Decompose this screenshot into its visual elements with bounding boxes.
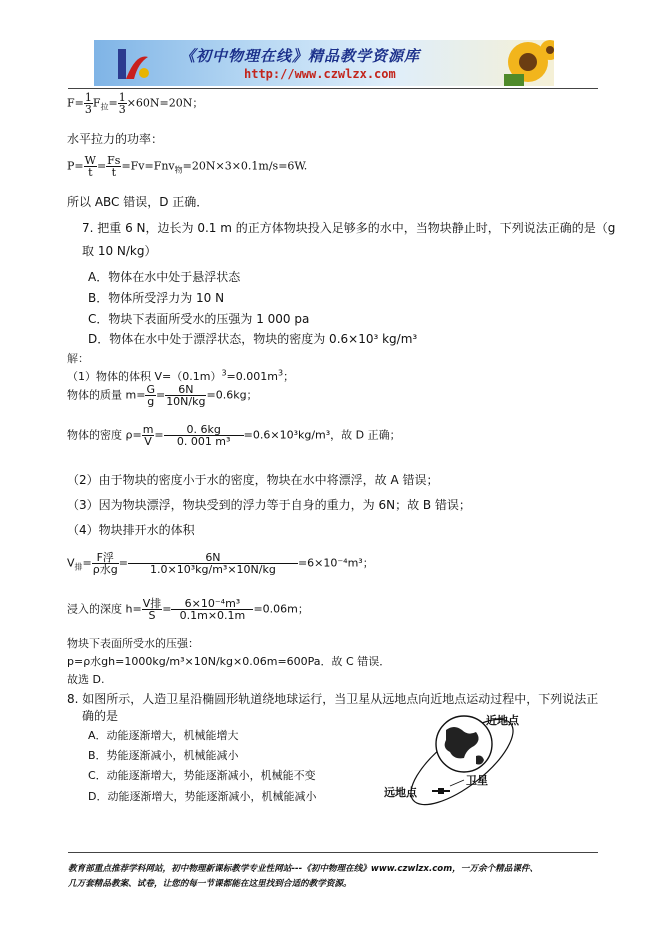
footer-line2: 几万套精品教案、试卷，让您的每一节课都能在这里找到合适的教学资源。 xyxy=(68,879,352,889)
q7-solution-mass: 物体的质量 m= $\frac{G}{g}$ = $\frac{6N}{10N/kg}$ =0.6kg； xyxy=(67,383,258,408)
q8-option-a: A．动能逐渐增大，机械能增大 xyxy=(88,729,239,742)
q7-solution-depth: 浸入的深度 h= $\frac{\text{V排}}{S}$ = $\frac{\text{6×10⁻⁴m³}}{0.1m\times 0.1m}$ =0.06m； xyxy=(67,597,309,622)
satellite-icon xyxy=(432,788,450,794)
q7-solution-step2: （2）由于物块的密度小于水的密度，物块在水中将漂浮，故 A 错误； xyxy=(67,473,439,487)
q7-solution-step4: （4）物块排开水的体积 xyxy=(67,523,195,537)
formula-power: P= $\frac{W}{t}$ = $\frac{Fs}{t}$ =Fv=Fnv$_物$=20N×3×0.1m/s=6W. xyxy=(67,154,308,179)
q7-option-b: B．物体所受浮力为 10 N xyxy=(88,291,225,305)
q8-stem-line1: 8. 如图所示，人造卫星沿椭圆形轨道绕地球运行，当卫星从远地点向近地点运动过程中，下列说法正 xyxy=(67,692,599,706)
q7-option-a: A．物体在水中处于悬浮状态 xyxy=(88,270,241,284)
q7-solution-pressure-label: 物块下表面所受水的压强： xyxy=(67,637,199,650)
q8-stem-line2: 确的是 xyxy=(82,709,119,723)
text-conclusion-6: 所以 ABC 错误，D 正确． xyxy=(67,195,209,209)
text-power-label: 水平拉力的功率： xyxy=(67,132,164,146)
q7-solution-pressure: p=ρ水gh=1000kg/m³×10N/kg×0.06m=600Pa．故 C 错误． xyxy=(67,655,391,668)
label-perigee: 近地点 xyxy=(486,714,519,727)
banner-url[interactable]: http://www.czwlzx.com xyxy=(244,67,396,81)
header-rule xyxy=(68,88,598,89)
banner-title: 《初中物理在线》精品教学资源库 xyxy=(180,47,421,65)
q8-orbit-figure xyxy=(380,706,560,810)
footer-line1: 教育部重点推荐学科网站，初中物理新课标教学专业性网站---《初中物理在线》www.czwlzx.com，一万余个精品课件、 xyxy=(68,864,539,874)
q7-solution-step3: （3）因为物块漂浮，物块受到的浮力等于自身的重力，为 6N；故 B 错误； xyxy=(67,498,471,512)
q7-solution-density: 物体的密度 ρ= $\frac{m}{V}$ = $\frac{0. 6kg}{\text{0. 001 m³}}$ =0.6×10³kg/m³，故 D 正确； xyxy=(67,423,401,448)
q7-stem-line1: 7. 把重 6 N，边长为 0.1 m 的正方体物块投入足够多的水中，当物块静止时，下列说法正确的是（g xyxy=(82,221,616,235)
q7-solution-label: 解： xyxy=(67,352,89,365)
sunflower-icon xyxy=(494,40,554,86)
label-satellite: 卫星 xyxy=(466,774,488,787)
footer-rule xyxy=(68,852,598,853)
q7-solution-volume: $V_排=$ $\frac{\text{F浮}}{\text{ρ水g}}$ = $\frac{6N}{\text{1.0×10³kg/m³×10N/kg}}$ =6×10⁻⁴m³； xyxy=(67,551,374,576)
formula-f-pull: F= $\frac{1}{3}$ $F_拉=$ $\frac{1}{3}$ ×60N=20N； xyxy=(67,91,204,116)
q8-option-d: D．动能逐渐增大，势能逐渐减小，机械能减小 xyxy=(88,790,317,803)
q7-stem-line2: 取 10 N/kg） xyxy=(82,244,157,258)
q8-option-c: C．动能逐渐增大，势能逐渐减小，机械能不变 xyxy=(88,769,316,782)
q7-solution-answer: 故选 D. xyxy=(67,673,105,686)
site-logo-icon xyxy=(114,43,154,83)
header-banner xyxy=(94,40,554,86)
q7-solution-step1: （1）物体的体积 $V=(0.1m)^3=0.001m^3$； xyxy=(67,368,295,383)
q7-option-c: C．物块下表面所受水的压强为 1 000 pa xyxy=(88,312,310,326)
label-apogee: 远地点 xyxy=(384,786,417,799)
q8-option-b: B．势能逐渐减小，机械能减小 xyxy=(88,749,239,762)
q7-option-d: D．物体在水中处于漂浮状态，物块的密度为 0.6×10³ kg/m³ xyxy=(88,332,418,346)
